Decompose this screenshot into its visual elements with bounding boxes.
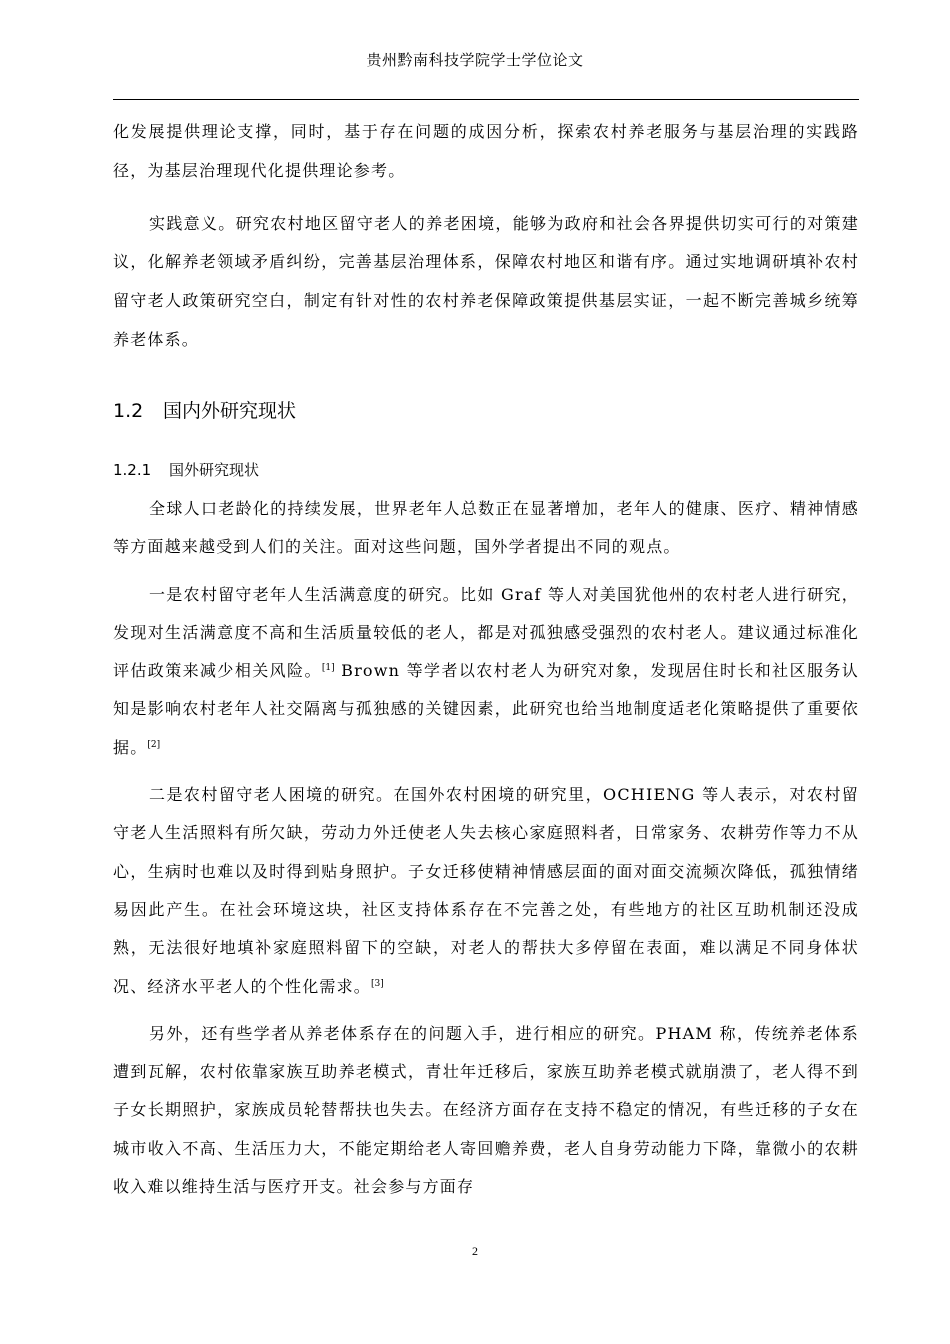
dilemma-paragraph: [113, 776, 859, 1006]
practical-significance-paragraph: 实践意义。研究农村地区留守老人的养老困境，能够为政府和社会各界提供切实可行的对策建议，化解养老领域矛盾纠纷，完善基层治理体系，保障农村地区和谐有序。通过实地调研填补农村留守老人政策研究空白，制定有针对性的农村养老保障政策提供基层实证，一起不断完善城乡统筹养老体系。: [113, 213, 859, 349]
section-number: 1.2: [113, 400, 144, 422]
life-satisfaction-text-a: 一是农村留守老年人生活满意度的研究。比如 Graf 等人对美国犹他州的农村老人进行研究，发现对生活满意度不高和生活质量较低的老人，都是对孤独感受强烈的农村老人。建议通过标准化评估政策来减少相关风险。: [113, 584, 859, 681]
running-header-title: 贵州黔南科技学院学士学位论文: [366, 51, 584, 69]
intro-continuation-paragraph: 化发展提供理论支撑，同时，基于存在问题的成因分析，探索农村养老服务与基层治理的实践路径，为基层治理现代化提供理论参考。: [113, 122, 859, 180]
pension-system-paragraph: 另外，还有些学者从养老体系存在的问题入手，进行相应的研究。PHAM 称，传统养老体系遭到瓦解，农村依靠家族互助养老模式，青壮年迁移后，家族互助养老模式就崩溃了，老人得不到子女长期照护，家族成员轮替帮扶也失去。在经济方面存在支持不稳定的情况，有些迁移的子女在城市收入不高、生活压力大，不能定期给老人寄回赡养费，老人自身劳动能力下降，靠微小的农耕收入难以维持生活与医疗开支。社会参与方面存: [113, 1023, 859, 1197]
aging-overview-paragraph: 全球人口老龄化的持续发展，世界老年人总数正在显著增加，老年人的健康、医疗、精神情感等方面越来越受到人们的关注。面对这些问题，国外学者提出不同的观点。: [113, 499, 859, 557]
intro-body: [113, 113, 859, 360]
header-divider: [113, 99, 859, 100]
citation-1: [1]: [321, 663, 335, 674]
citation-2: [2]: [147, 739, 161, 750]
life-satisfaction-text-b: Brown 等学者以农村老人为研究对象，发现居住时长和社区服务认知是影响农村老年人社交隔离与孤独感的关键因素，此研究也给当地制度适老化策略提供了重要依据。: [113, 661, 859, 757]
foreign-research-body: [113, 490, 859, 1206]
life-satisfaction-paragraph: [113, 576, 859, 767]
dilemma-text: 二是农村留守老人困境的研究。在国外农村困境的研究里，OCHIENG 等人表示，对农村留守老人生活照料有所欠缺，劳动力外迁使老人失去核心家庭照料者，日常家务、农耕劳作等力不从心，生病时也难以及时得到贴身照护。子女迁移使精神情感层面的面对面交流频次降低，孤独情绪易因此产生。在社会环境这块，社区支持体系存在不完善之处，有些地方的社区互助机制还没成熟，无法很好地填补家庭照料留下的空缺，对老人的帮扶大多停留在表面，难以满足不同身体状况、经济水平老人的个性化需求。: [113, 785, 859, 996]
page-number: 2: [472, 1244, 478, 1258]
citation-3: [3]: [371, 978, 384, 989]
section-title: 国内外研究现状: [163, 400, 297, 422]
subsection-number: 1.2.1: [113, 461, 152, 479]
section-heading: [113, 399, 296, 423]
subsection-heading: [113, 460, 259, 480]
subsection-title: 国外研究现状: [169, 461, 260, 479]
